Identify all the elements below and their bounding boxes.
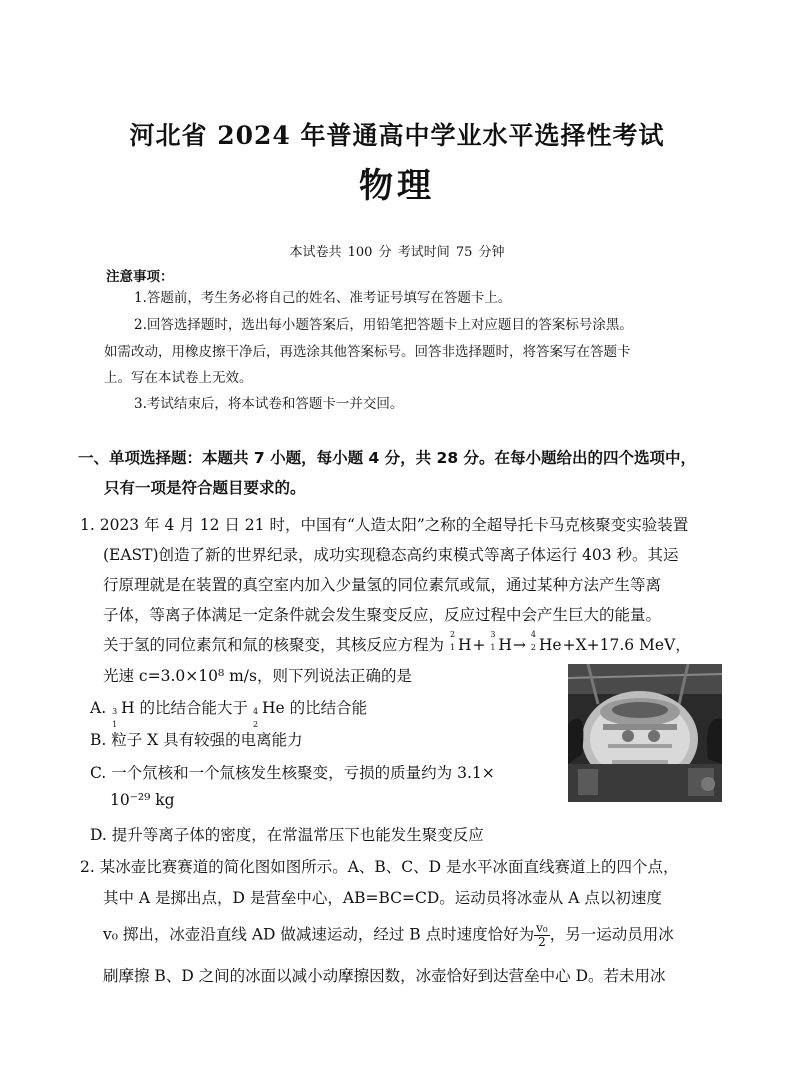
exam-info: 本试卷共 100 分 考试时间 75 分钟 [289,245,505,260]
q2-line2: 其中 A 是掷出点，D 是营垒中心，AB=BC=CD。运动员将冰壶从 A 点以初速度 [103,889,662,907]
fraction-v0-over-2: $\frac{\text{v₀}}{2}$ [536,921,548,949]
q1-option-b: B. 粒子 X 具有较强的电离能力 [90,731,303,749]
tokamak-photo [568,664,722,802]
q2-line3: v₀ 掷出，冰壶沿直线 AD 做减速运动，经过 B 点时速度恰好为 $\frac{\text{v₀}}{2}$ ，另一运动员用冰 [103,921,674,949]
notice-item-2-end: 上。写在本试卷上无效。 [104,370,253,386]
q1-line3: 行原理就是在装置的真空室内加入少量氢的同位素氘或氚，通过某种方法产生等离 [103,576,662,594]
exam-title: 河北省 2024 年普通高中学业水平选择性考试 [129,121,665,150]
q1-line2: (EAST)创造了新的世界纪录，成功实现稳态高约束模式等离子体运行 403 秒。其运 [103,546,679,564]
subject-title: 物理 [359,166,435,206]
section-heading-line2: 只有一项是符合题目要求的。 [104,479,306,497]
q1-option-c-cont: 10⁻²⁹ kg [110,791,175,809]
q2-line4: 刷摩擦 B、D 之间的冰面以减小动摩擦因数，冰壶恰好到达营垒中心 D。若未用冰 [103,967,666,985]
q1-line4: 子体，等离子体满足一定条件就会发生聚变反应，反应过程中会产生巨大的能量。 [103,606,662,624]
q2-line1: 2. 某冰壶比赛赛道的简化图如图所示。A、B、C、D 是水平冰面直线赛道上的四个点， [80,858,679,876]
nuclide-he4: 4 2 He [530,630,562,654]
section-heading-line1: 一、单项选择题：本题共 7 小题，每小题 4 分，共 28 分。在每小题给出的四个选项中， [78,449,697,467]
q1-option-a: A. 3 1 H 的比结合能大于 4 2 He 的比结合能 [90,699,368,729]
q1-option-d: D. 提升等离子体的密度，在常温常压下也能发生聚变反应 [90,826,484,844]
q1-line6: 光速 c=3.0×10⁸ m/s，则下列说法正确的是 [103,667,412,685]
q1-line5: 关于氢的同位素氘和氚的核聚变，其核反应方程为 2 1 H+ 3 1 H→ 4 2 He+X+17.6 MeV， [103,630,691,654]
notice-item-2-cont: 如需改动，用橡皮擦干净后，再选涂其他答案标号。回答非选择题时，将答案写在答题卡 [104,344,631,360]
tokamak-photo-icon [568,664,722,802]
notice-heading: 注意事项： [106,269,174,285]
section-heading [78,443,728,503]
nuclide-h3: 3 1 H [490,630,512,654]
arrow-icon: → [512,636,526,654]
notice-item-3: 3.考试结束后，将本试卷和答题卡一并交回。 [134,396,404,412]
nuclide-h2: 2 1 H [449,630,472,654]
q1-line5-text: 关于氢的同位素氘和氚的核聚变，其核反应方程为 [103,636,445,654]
q1-option-c: C. 一个氘核和一个氚核发生核聚变，亏损的质量约为 3.1× [90,764,495,782]
notice-item-1: 1.答题前，考生务必将自己的姓名、准考证号填写在答题卡上。 [134,290,512,306]
q1-eq-rest: +X+17.6 MeV， [562,636,691,654]
notice-item-2: 2.回答选择题时，选出每小题答案后，用铅笔把答题卡上对应题目的答案标号涂黑。 [134,317,633,333]
q1-line1: 1. 2023 年 4 月 12 日 21 时，中国有“人造太阳”之称的全超导托卡马克核聚变实验装置 [80,516,689,534]
